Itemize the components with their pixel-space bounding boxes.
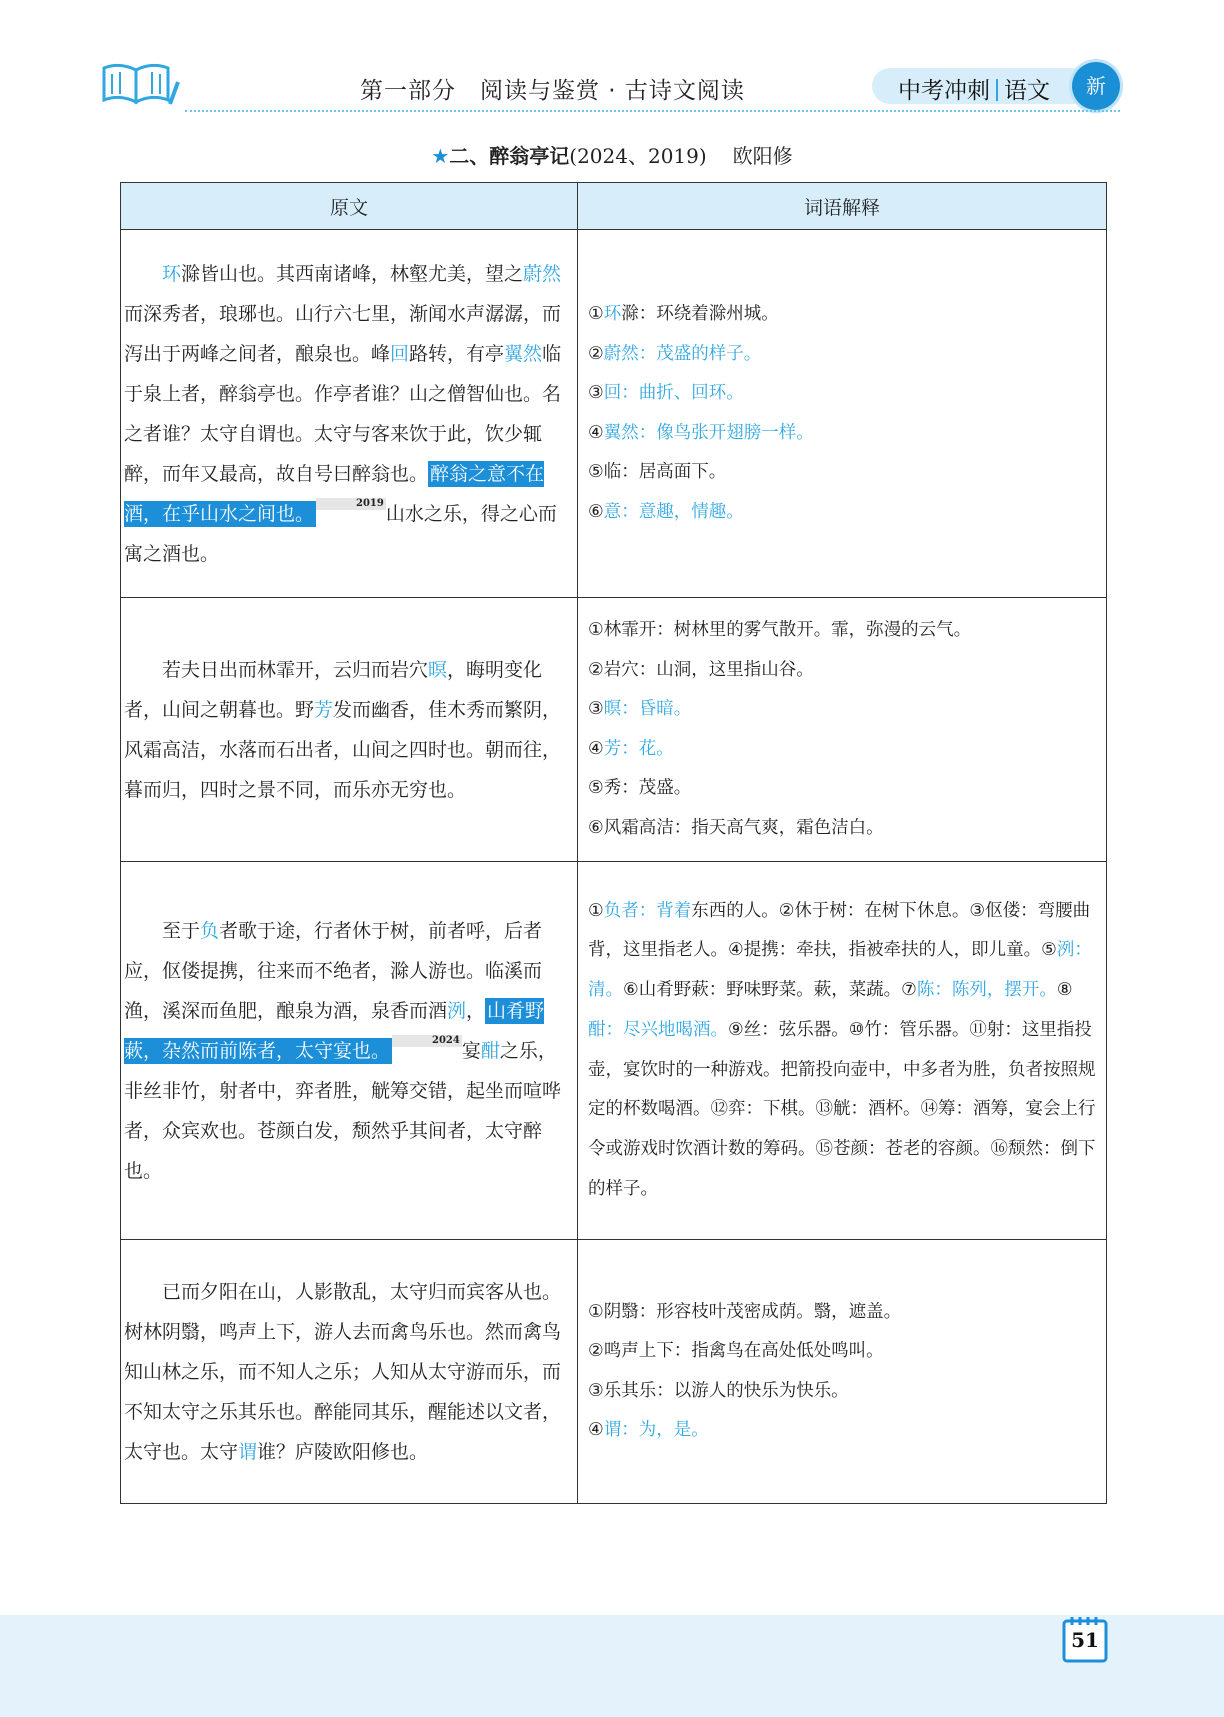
key-term: 芳 xyxy=(314,698,334,721)
key-term: 谓 xyxy=(238,1440,258,1463)
key-term: 环 xyxy=(603,304,622,324)
brand-badge-icon: 新 xyxy=(1072,62,1120,110)
text-run: ① xyxy=(588,304,604,324)
original-paragraph xyxy=(124,254,574,574)
highlighted-sentence: 醉翁之意不在酒，在乎山水之间也。 xyxy=(124,462,545,525)
notes-list xyxy=(588,1293,1098,1451)
key-term: 翼然：像鸟张开翅膀一样。 xyxy=(603,422,814,443)
note-item xyxy=(588,414,1098,454)
key-term: 意：意趣，情趣。 xyxy=(603,501,744,522)
exam-year-tag: 2019 xyxy=(316,498,386,510)
highlighted-sentence: 山肴野蔌，杂然而前陈者，太守宴也。 xyxy=(124,999,545,1062)
key-term: 翼然 xyxy=(504,342,543,365)
notes-list xyxy=(588,611,1098,848)
note-item xyxy=(588,651,1098,691)
text-run: ， xyxy=(466,999,486,1022)
exam-year-tag: 2024 xyxy=(392,1035,462,1047)
text-run: 之乐，非丝非竹，射者中，弈者胜，觥筹交错，起坐而喧哗者，众宾欢也。苍颜白发，颓然乎其间者，太守醉也。 xyxy=(124,1039,562,1182)
key-term: 洌：清。 xyxy=(588,940,1092,1001)
table-row xyxy=(121,862,1107,1240)
text-run: 发而幽香，佳木秀而繁阴，风霜高洁，水落而石出者，山间之四时也。朝而往，暮而归，四时之景不同，而乐亦无穷也。 xyxy=(124,698,562,801)
note-item xyxy=(588,730,1098,770)
text-run: 而深秀者，琅琊也。山行六七里，渐闻水声潺潺，而泻出于两峰之间者，酿泉也。峰 xyxy=(124,302,562,365)
original-paragraph xyxy=(124,1272,574,1472)
table-row xyxy=(121,1240,1107,1504)
note-item xyxy=(588,1332,1098,1372)
key-term: 酣：尽兴地喝酒。 xyxy=(588,1019,728,1040)
note-item xyxy=(588,374,1098,414)
text-run: ⑨丝：弦乐器。⑩竹：管乐器。⑪射：这里指投壶，宴饮时的一种游戏。把箭投向壶中，中多者为胜，负者按照规定的杯数喝酒。⑫弈：下棋。⑬觥：酒杯。⑭筹：酒筹，宴会上行令或游戏时饮酒计数的筹码。⑮苍颜：苍老的容颜。⑯颓然：倒下的样子。 xyxy=(588,1019,1096,1199)
key-term: 暝：昏暗。 xyxy=(603,699,692,719)
notes-cell xyxy=(578,598,1107,862)
brand-divider xyxy=(996,79,998,101)
note-item xyxy=(588,493,1098,533)
key-term: 回：曲折、回环。 xyxy=(603,383,744,403)
text-run: 谁？庐陵欧阳修也。 xyxy=(257,1440,429,1463)
text-run: ⑤临：居高面下。 xyxy=(588,462,727,482)
text-run: 东西的人。②休于树：在树下休息。③伛偻：弯腰曲背，这里指老人。④提携：牵扶，指被牵扶的人，即儿童。⑤ xyxy=(588,900,1091,961)
text-run: ①阴翳：形容枝叶茂密成荫。翳，遮盖。 xyxy=(588,1301,902,1322)
header-title: 第一部分 阅读与鉴赏 · 古诗文阅读 xyxy=(360,78,745,104)
brand-subject: 语文 xyxy=(1004,78,1050,104)
table-row xyxy=(121,598,1107,862)
text-run: ②鸣声上下：指禽鸟在高处低处鸣叫。 xyxy=(588,1341,884,1361)
notes-list xyxy=(588,295,1098,532)
page-number: 51 xyxy=(1071,1628,1099,1652)
text-run: ⑧ xyxy=(1056,980,1073,1001)
text-run: 至于 xyxy=(162,919,201,942)
column-header-notes: 词语解释 xyxy=(578,183,1107,230)
key-term: 陈：陈列，摆开。 xyxy=(916,980,1057,1001)
text-run: ⑥风霜高洁：指天高气爽，霜色洁白。 xyxy=(588,817,884,838)
text-run: ⑥ xyxy=(588,501,604,522)
note-item xyxy=(588,1372,1098,1412)
text-run: ① xyxy=(588,900,604,921)
text-run: ④ xyxy=(588,422,604,443)
text-run: 已而夕阳在山，人影散乱，太守归而宾客从也。树林阴翳，鸣声上下，游人去而禽鸟乐也。然而禽鸟知山林之乐，而不知人之乐；人知从太守游而乐，而不知太守之乐其乐也。醉能同其乐，醒能述以文者，太守也。太守 xyxy=(124,1280,562,1463)
original-paragraph xyxy=(124,911,574,1191)
key-term: 负 xyxy=(200,919,220,942)
open-book-pencil-icon xyxy=(100,60,180,108)
table-header-row xyxy=(121,183,1107,230)
key-term: 蔚然 xyxy=(523,262,562,285)
key-term: 回 xyxy=(390,342,410,365)
key-term: 暝 xyxy=(428,658,448,681)
text-run: ，晦明变化者，山间之朝暮也。野 xyxy=(124,658,543,721)
text-notes-table xyxy=(120,182,1107,1504)
text-run: ⑤秀：茂盛。 xyxy=(588,778,692,798)
original-text-cell xyxy=(121,1240,578,1504)
text-run: 临于泉上者，醉翁亭也。作亭者谁？山之僧智仙也。名之者谁？太守自谓也。太守与客来饮于此，饮少辄醉，而年又最高，故自号曰醉翁也。 xyxy=(124,342,562,485)
notes-cell xyxy=(578,1240,1107,1504)
note-item xyxy=(588,809,1098,849)
key-term: 洌 xyxy=(447,999,467,1022)
note-item xyxy=(588,335,1098,375)
star-icon: ★ xyxy=(431,144,450,168)
text-run: ③ xyxy=(588,699,604,719)
notes-paragraph xyxy=(588,892,1098,1210)
page-header xyxy=(0,0,1224,130)
text-run: ④ xyxy=(588,1420,604,1440)
text-run: 滁：环绕 xyxy=(621,304,692,324)
text-run: ④ xyxy=(588,738,604,759)
original-text-cell xyxy=(121,230,578,598)
note-item xyxy=(588,769,1098,809)
note-item xyxy=(588,295,1098,335)
original-text-cell xyxy=(121,862,578,1240)
section-heading: 二、醉翁亭记 xyxy=(449,144,570,168)
note-item xyxy=(588,611,1098,651)
key-term: 谓：为，是。 xyxy=(603,1420,709,1440)
text-run: 若夫日出而林霏开，云归而岩穴 xyxy=(162,658,429,681)
text-run: ② xyxy=(588,343,604,364)
notes-cell xyxy=(578,230,1107,598)
key-term: 芳：花。 xyxy=(603,738,674,759)
notes-cell xyxy=(578,862,1107,1240)
header-dotted-rule xyxy=(185,110,1120,112)
text-run: 者歌于途，行者休于树，前者呼，后者应，伛偻提携，往来而不绝者，滁人游也。临溪而渔，溪深而鱼肥，酿泉为酒，泉香而酒 xyxy=(124,919,543,1022)
key-term: 酣 xyxy=(480,1039,500,1062)
table-row xyxy=(121,230,1107,598)
text-run: ⑥山肴野蔌：野味野菜。蔌，菜蔬。⑦ xyxy=(623,980,917,1001)
text-run: ①林霏开：树林里的雾气散开。霏，弥漫的云气。 xyxy=(588,620,972,640)
note-item xyxy=(588,1293,1098,1333)
key-term: 蔚然：茂盛的样子。 xyxy=(603,343,762,364)
column-header-original: 原文 xyxy=(121,183,578,230)
note-item xyxy=(588,453,1098,493)
text-run: 滁皆山也。其西南诸峰，林壑尤美，望之 xyxy=(181,262,524,285)
text-run: 路转，有亭 xyxy=(409,342,505,365)
text-run: 着滁州城。 xyxy=(691,304,779,324)
section-years: (2024、2019) xyxy=(569,144,707,168)
text-run: 山水之乐，得之心而寓之酒也。 xyxy=(124,502,557,565)
key-term: 负者：背着 xyxy=(603,900,692,921)
original-paragraph xyxy=(124,650,574,810)
section-title xyxy=(0,140,1224,169)
note-item xyxy=(588,1411,1098,1451)
brand-series: 中考冲刺 xyxy=(898,78,990,104)
text-run: ③ xyxy=(588,383,604,403)
note-item xyxy=(588,690,1098,730)
brand-label xyxy=(898,72,1050,105)
key-term: 环 xyxy=(162,262,182,285)
footer-band xyxy=(0,1615,1224,1717)
text-run: 宴 xyxy=(461,1039,481,1062)
text-run: ③乐其乐：以游人的快乐为快乐。 xyxy=(588,1380,849,1401)
section-author: 欧阳修 xyxy=(732,144,793,168)
text-run: ②岩穴：山洞，这里指山谷。 xyxy=(588,659,814,680)
original-text-cell xyxy=(121,598,578,862)
